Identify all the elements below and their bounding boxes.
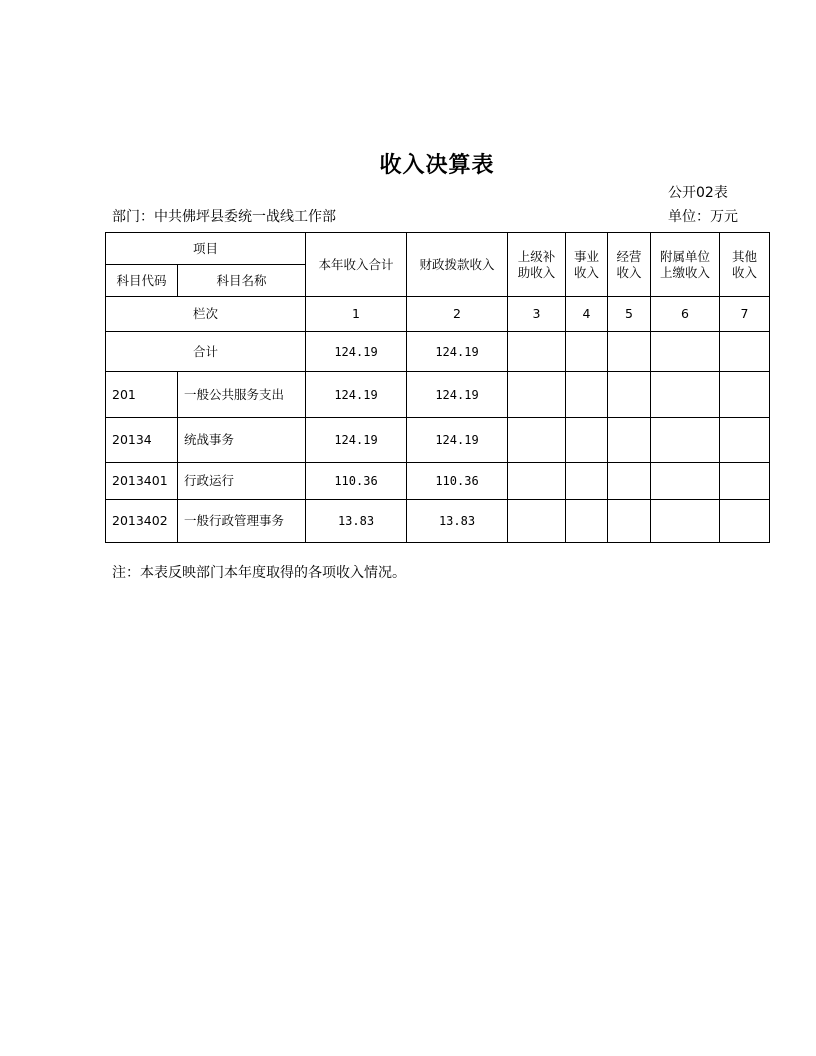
empty-cell <box>508 500 566 543</box>
empty-cell <box>508 332 566 372</box>
empty-cell <box>566 332 608 372</box>
empty-cell <box>720 463 770 500</box>
empty-cell <box>608 418 651 463</box>
empty-cell <box>651 500 720 543</box>
empty-cell <box>608 372 651 418</box>
empty-cell <box>508 372 566 418</box>
empty-cell <box>651 372 720 418</box>
empty-cell <box>651 332 720 372</box>
header-other: 其他 收入 <box>720 233 770 297</box>
form-number: 公开02表 <box>668 185 728 201</box>
row-fiscal: 124.19 <box>407 372 508 418</box>
header-superior: 上级补 助收入 <box>508 233 566 297</box>
empty-cell <box>651 418 720 463</box>
empty-cell <box>720 500 770 543</box>
table-row <box>106 500 770 543</box>
column-number-label: 栏次 <box>106 297 306 332</box>
header-item: 项目 <box>106 233 306 265</box>
column-number: 3 <box>508 297 566 332</box>
footnote: 注：本表反映部门本年度取得的各项收入情况。 <box>112 565 406 581</box>
empty-cell <box>608 332 651 372</box>
empty-cell <box>508 418 566 463</box>
table-row <box>106 372 770 418</box>
column-number-row <box>106 297 770 332</box>
income-table <box>105 232 770 543</box>
row-name: 一般公共服务支出 <box>178 372 306 418</box>
header-fiscal: 财政拨款收入 <box>407 233 508 297</box>
empty-cell <box>566 418 608 463</box>
department-label: 部门：中共佛坪县委统一战线工作部 <box>112 209 336 225</box>
table-row <box>106 463 770 500</box>
header-operating: 经营 收入 <box>608 233 651 297</box>
row-code: 2013401 <box>106 463 178 500</box>
row-code: 201 <box>106 372 178 418</box>
table-row <box>106 418 770 463</box>
column-number: 4 <box>566 297 608 332</box>
row-total: 124.19 <box>306 372 407 418</box>
column-number: 6 <box>651 297 720 332</box>
total-income-value: 124.19 <box>306 332 407 372</box>
row-code: 20134 <box>106 418 178 463</box>
column-number: 2 <box>407 297 508 332</box>
empty-cell <box>566 463 608 500</box>
empty-cell <box>651 463 720 500</box>
empty-cell <box>508 463 566 500</box>
total-row <box>106 332 770 372</box>
empty-cell <box>720 418 770 463</box>
row-fiscal: 110.36 <box>407 463 508 500</box>
row-total: 124.19 <box>306 418 407 463</box>
total-fiscal-value: 124.19 <box>407 332 508 372</box>
header-row-1 <box>106 233 770 265</box>
header-affiliated: 附属单位 上缴收入 <box>651 233 720 297</box>
header-total: 本年收入合计 <box>306 233 407 297</box>
empty-cell <box>720 332 770 372</box>
row-fiscal: 13.83 <box>407 500 508 543</box>
row-name: 统战事务 <box>178 418 306 463</box>
row-code: 2013402 <box>106 500 178 543</box>
row-total: 110.36 <box>306 463 407 500</box>
column-number: 1 <box>306 297 407 332</box>
empty-cell <box>608 500 651 543</box>
column-number: 7 <box>720 297 770 332</box>
empty-cell <box>608 463 651 500</box>
row-name: 一般行政管理事务 <box>178 500 306 543</box>
row-fiscal: 124.19 <box>407 418 508 463</box>
row-name: 行政运行 <box>178 463 306 500</box>
unit-label: 单位：万元 <box>668 209 738 225</box>
empty-cell <box>566 372 608 418</box>
header-name: 科目名称 <box>178 265 306 297</box>
total-label: 合计 <box>106 332 306 372</box>
column-number: 5 <box>608 297 651 332</box>
row-total: 13.83 <box>306 500 407 543</box>
empty-cell <box>566 500 608 543</box>
header-business: 事业 收入 <box>566 233 608 297</box>
header-code: 科目代码 <box>106 265 178 297</box>
report-title: 收入决算表 <box>379 153 495 178</box>
empty-cell <box>720 372 770 418</box>
